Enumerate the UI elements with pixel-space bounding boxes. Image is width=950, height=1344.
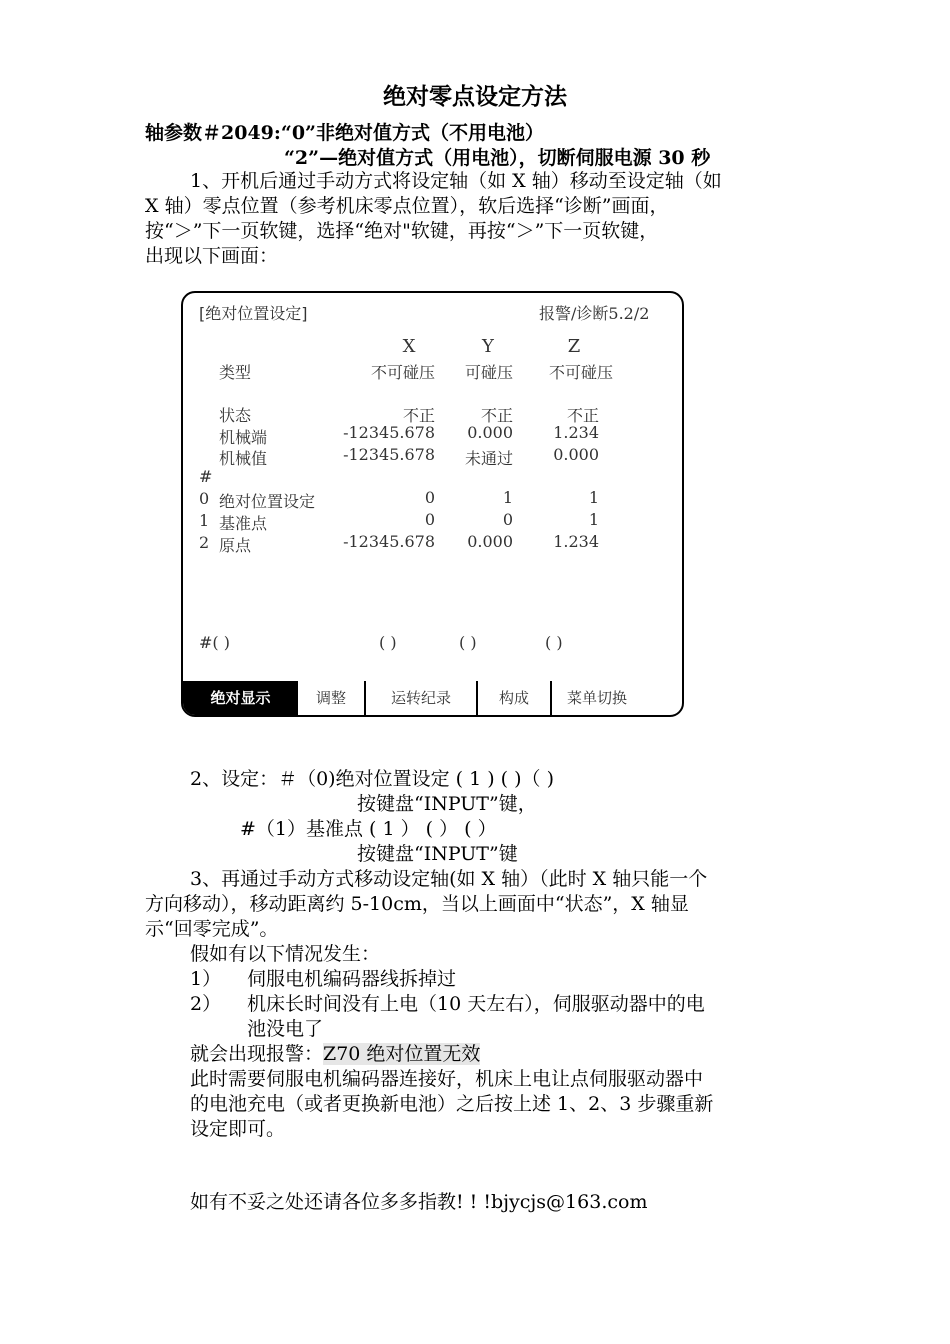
softkey-bar	[183, 679, 682, 715]
step3-line-3: 示“回零完成”。	[145, 918, 279, 940]
mech-end-x: -12345.678	[343, 423, 435, 442]
mech-val-y: 未通过	[464, 449, 513, 468]
step1-line-1: 1、开机后通过手动方式将设定轴（如 X 轴）移动至设定轴（如	[190, 170, 722, 192]
step1-line-3: 按“＞”下一页软键，选择“绝对"软键，再按“＞”下一页软键，	[145, 220, 659, 242]
page-title: 绝对零点设定方法	[383, 83, 567, 110]
mech-end-label: 机械端	[219, 428, 268, 447]
status-z: 不正	[566, 406, 599, 425]
closing-note: 如有不妥之处还请各位多多指教! ! !bjycjs@163.com	[190, 1191, 648, 1213]
mech-end-y: 0.000	[467, 423, 513, 442]
input-y-field[interactable]: ( )	[459, 633, 477, 652]
row-2-label: 原点	[219, 536, 252, 555]
fix-line-2: 的电池充电（或者更换新电池）之后按上述 1、2、3 步骤重新	[190, 1093, 714, 1115]
row-1-x: 0	[424, 510, 435, 529]
case-2-number: 2）	[190, 993, 222, 1015]
row-1-z: 1	[588, 510, 599, 529]
cases-intro: 假如有以下情况发生：	[190, 943, 381, 965]
softkey-menu-switch[interactable]: 菜单切换	[566, 689, 627, 707]
row-1-num: 1	[199, 511, 210, 530]
step2-line-4: 按键盘“INPUT”键	[357, 843, 518, 865]
row-0-y: 1	[502, 488, 513, 507]
row-2-y: 0.000	[467, 532, 513, 551]
step3-line-1: 3、再通过手动方式移动设定轴(如 X 轴）（此时 X 轴只能一个	[190, 868, 708, 890]
type-z: 不可碰压	[548, 363, 613, 382]
status-x: 不正	[402, 406, 435, 425]
mech-val-z: 0.000	[553, 445, 599, 464]
softkey-configuration[interactable]: 构成	[498, 689, 529, 707]
screen-title: [绝对位置设定]	[199, 304, 308, 323]
status-label: 状态	[219, 406, 252, 425]
axis-y-header: Y	[482, 336, 494, 357]
type-label: 类型	[219, 363, 252, 382]
absolute-position-screen	[181, 291, 684, 717]
alarm-line	[190, 1042, 480, 1066]
axis-z-header: Z	[567, 336, 581, 357]
case-2-line-2: 池没电了	[247, 1018, 324, 1040]
row-0-num: 0	[199, 489, 210, 508]
softkey-operation-log[interactable]: 运转纪录	[390, 689, 451, 707]
step2-line-2: 按键盘“INPUT”键，	[357, 793, 537, 815]
case-1-text: 伺服电机编码器线拆掉过	[247, 968, 457, 990]
row-2-x: -12345.678	[343, 532, 435, 551]
hash-marker: #	[199, 467, 213, 486]
status-y: 不正	[480, 406, 513, 425]
step2-line-3: #（1）基准点 ( 1 ） ( ） ( ）	[240, 818, 497, 840]
row-0-x: 0	[424, 488, 435, 507]
axis-x-header: X	[402, 336, 416, 357]
step1-line-4: 出现以下画面：	[145, 245, 279, 267]
case-2-line-1: 机床长时间没有上电（10 天左右），伺服驱动器中的电	[247, 993, 705, 1015]
input-hash-field[interactable]: #( )	[199, 633, 230, 652]
step2-line-1: 2、设定：＃（0)绝对位置设定 ( 1 ) ( )（ )	[190, 768, 554, 790]
input-x-field[interactable]: ( )	[379, 633, 397, 652]
case-1-number: 1）	[190, 968, 222, 990]
alarm-prefix: 就会出现报警：	[190, 1043, 324, 1065]
mech-val-x: -12345.678	[343, 445, 435, 464]
softkey-absolute-display[interactable]: 绝对显示	[183, 681, 298, 715]
softkey-adjust[interactable]: 调整	[315, 689, 346, 707]
row-0-label: 绝对位置设定	[219, 492, 316, 511]
row-1-y: 0	[502, 510, 513, 529]
step3-line-2: 方向移动），移动距离约 5-10cm，当以上画面中“状态”，X 轴显	[145, 893, 689, 915]
fix-line-1: 此时需要伺服电机编码器连接好，机床上电让点伺服驱动器中	[190, 1068, 704, 1090]
row-2-z: 1.234	[553, 532, 599, 551]
mech-val-label: 机械值	[219, 449, 268, 468]
type-y: 可碰压	[464, 363, 513, 382]
input-z-field[interactable]: ( )	[545, 633, 563, 652]
screen-page-indicator: 报警/诊断5.2/2	[539, 304, 650, 323]
mech-end-z: 1.234	[553, 423, 599, 442]
row-1-label: 基准点	[219, 514, 268, 533]
row-2-num: 2	[199, 533, 210, 552]
alarm-code: Z70 绝对位置无效	[323, 1043, 481, 1065]
param-line-1: 轴参数＃2049:“0”非绝对值方式（不用电池）	[145, 122, 544, 144]
param-line-2: “2”—绝对值方式（用电池），切断伺服电源 30 秒	[284, 147, 711, 169]
step1-line-2: X 轴）零点位置（参考机床零点位置），软后选择“诊断”画面，	[145, 195, 669, 217]
type-x: 不可碰压	[370, 363, 435, 382]
fix-line-3: 设定即可。	[190, 1118, 286, 1140]
row-0-z: 1	[588, 488, 599, 507]
